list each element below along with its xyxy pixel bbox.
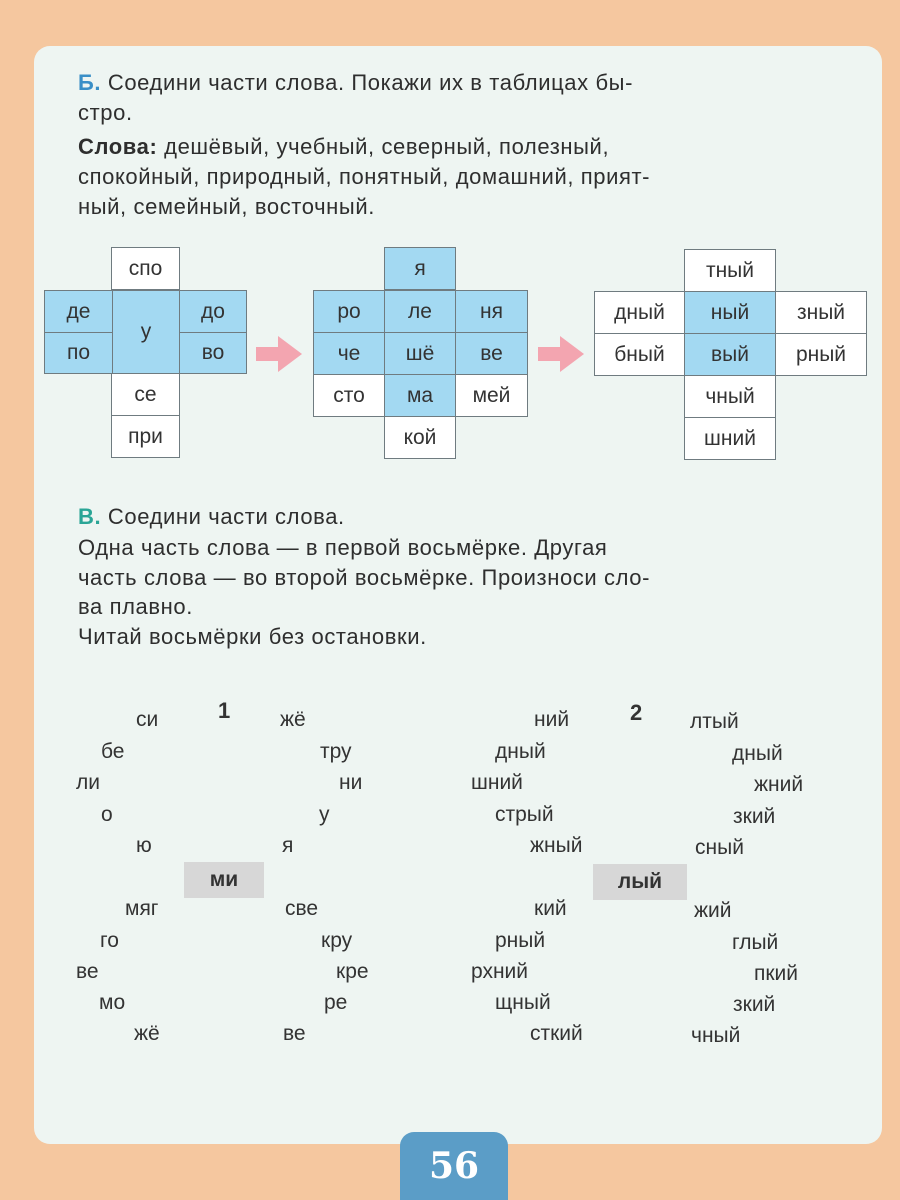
eight2-center: лый xyxy=(593,864,687,900)
t3-r1-c3: зный xyxy=(775,291,867,334)
t2-r1-c1: ро xyxy=(313,290,385,333)
eight1-right-3: у xyxy=(319,803,330,826)
eight2-right-5: жий xyxy=(694,899,732,922)
t2-r3-c1: сто xyxy=(313,374,385,417)
words-line2: спокойный, природный, понятный, домашний, прият- xyxy=(78,164,651,189)
t3-top: тный xyxy=(684,249,776,292)
task-v-line5: Читай восьмёрки без остановки. xyxy=(78,624,427,649)
eight1-left-6: го xyxy=(100,929,119,952)
arrow-right-icon xyxy=(538,334,584,374)
t1-bottom2: при xyxy=(111,415,180,458)
t3-r1-c2: ный xyxy=(684,291,776,334)
eight1-right-1: тру xyxy=(320,740,352,763)
t3-r2-c2: вый xyxy=(684,333,776,376)
eight2-right-0: лтый xyxy=(690,710,739,733)
eight2-left-6: рный xyxy=(495,929,546,952)
words-label: Слова: xyxy=(78,134,158,159)
t2-top: я xyxy=(384,247,456,290)
eight1-number: 1 xyxy=(218,698,231,723)
t2-r1-c2: ле xyxy=(384,290,456,333)
words-line3: ный, семейный, восточный. xyxy=(78,194,375,219)
eight1-left-4: ю xyxy=(136,834,152,857)
task-b-instruction: Соедини части слова. Покажи их в таблицах бы- xyxy=(107,70,633,95)
t2-r2-c3: ве xyxy=(455,332,528,375)
t3-bottom1: чный xyxy=(684,375,776,418)
task-v-line1 xyxy=(78,502,345,532)
eight2-left-4: жный xyxy=(530,834,583,857)
eight1-left-1: бе xyxy=(101,740,125,763)
words-list-1: дешёвый, учебный, северный, полезный, xyxy=(164,134,610,159)
arrow-right-icon xyxy=(256,334,302,374)
task-v-line2: Одна часть слова — в первой восьмёрке. Другая xyxy=(78,535,608,560)
t3-bottom2: шний xyxy=(684,417,776,460)
eight1-right-6: кру xyxy=(321,929,353,952)
eight2-number: 2 xyxy=(630,700,643,725)
eight2-left-1: дный xyxy=(495,740,546,763)
eight2-left-0: ний xyxy=(534,708,570,731)
eight2-right-7: пкий xyxy=(754,962,799,985)
eight1-left-2: ли xyxy=(76,771,100,794)
t1-center: у xyxy=(112,290,180,374)
t2-r3-c3: мей xyxy=(455,374,528,417)
eight2-left-2: шний xyxy=(471,771,523,794)
t1-right-top: до xyxy=(179,290,247,333)
t3-r1-c1: дный xyxy=(594,291,685,334)
eight1-left-8: мо xyxy=(99,991,126,1014)
eight1-right-5: све xyxy=(285,897,319,920)
eight1-right-9: ве xyxy=(283,1022,306,1045)
eight2-left-5: кий xyxy=(534,897,567,920)
task-v-letter: В. xyxy=(78,504,102,529)
eight2-right-2: жний xyxy=(754,773,804,796)
eight1-left-0: си xyxy=(136,708,159,731)
t2-r1-c3: ня xyxy=(455,290,528,333)
eight2-left-8: щный xyxy=(495,991,551,1014)
t1-top: спо xyxy=(111,247,180,290)
eight1-left-3: о xyxy=(101,803,113,826)
t2-bottom: кой xyxy=(384,416,456,459)
task-b-line1 xyxy=(78,68,633,98)
eight1-center: ми xyxy=(184,862,264,898)
eight1-right-8: ре xyxy=(324,991,348,1014)
task-v-line3: часть слова — во второй восьмёрке. Произноси сло- xyxy=(78,565,651,590)
t1-left-bottom: по xyxy=(44,332,113,374)
t1-left-top: де xyxy=(44,290,113,333)
t2-r2-c2: шё xyxy=(384,332,456,375)
eight1-right-7: кре xyxy=(336,960,369,983)
task-v-instruction: Соедини части слова. xyxy=(107,504,345,529)
t1-right-bottom: во xyxy=(179,332,247,374)
eight2-right-4: сный xyxy=(695,836,744,859)
eight1-right-2: ни xyxy=(339,771,363,794)
eight2-right-6: глый xyxy=(732,931,779,954)
eight2-right-9: чный xyxy=(691,1024,741,1047)
eight1-left-7: ве xyxy=(76,960,99,983)
eight2-right-8: зкий xyxy=(733,993,776,1016)
eight2-left-3: стрый xyxy=(495,803,554,826)
eight1-right-4: я xyxy=(282,834,294,857)
eight2-left-9: сткий xyxy=(530,1022,583,1045)
t2-r3-c2: ма xyxy=(384,374,456,417)
eight1-left-5: мяг xyxy=(125,897,159,920)
eight2-right-1: дный xyxy=(732,742,783,765)
words-line1 xyxy=(78,132,609,162)
eight2-right-3: зкий xyxy=(733,805,776,828)
t1-bottom1: се xyxy=(111,373,180,416)
eight2-left-7: рхний xyxy=(471,960,529,983)
task-v-line4: ва плавно. xyxy=(78,594,193,619)
task-b-letter: Б. xyxy=(78,70,102,95)
page-number: 56 xyxy=(400,1132,508,1200)
t3-r2-c1: бный xyxy=(594,333,685,376)
t3-r2-c3: рный xyxy=(775,333,867,376)
task-b-line2: стро. xyxy=(78,100,133,125)
eight1-right-0: жё xyxy=(280,708,306,731)
t2-r2-c1: че xyxy=(313,332,385,375)
eight1-left-9: жё xyxy=(134,1022,160,1045)
